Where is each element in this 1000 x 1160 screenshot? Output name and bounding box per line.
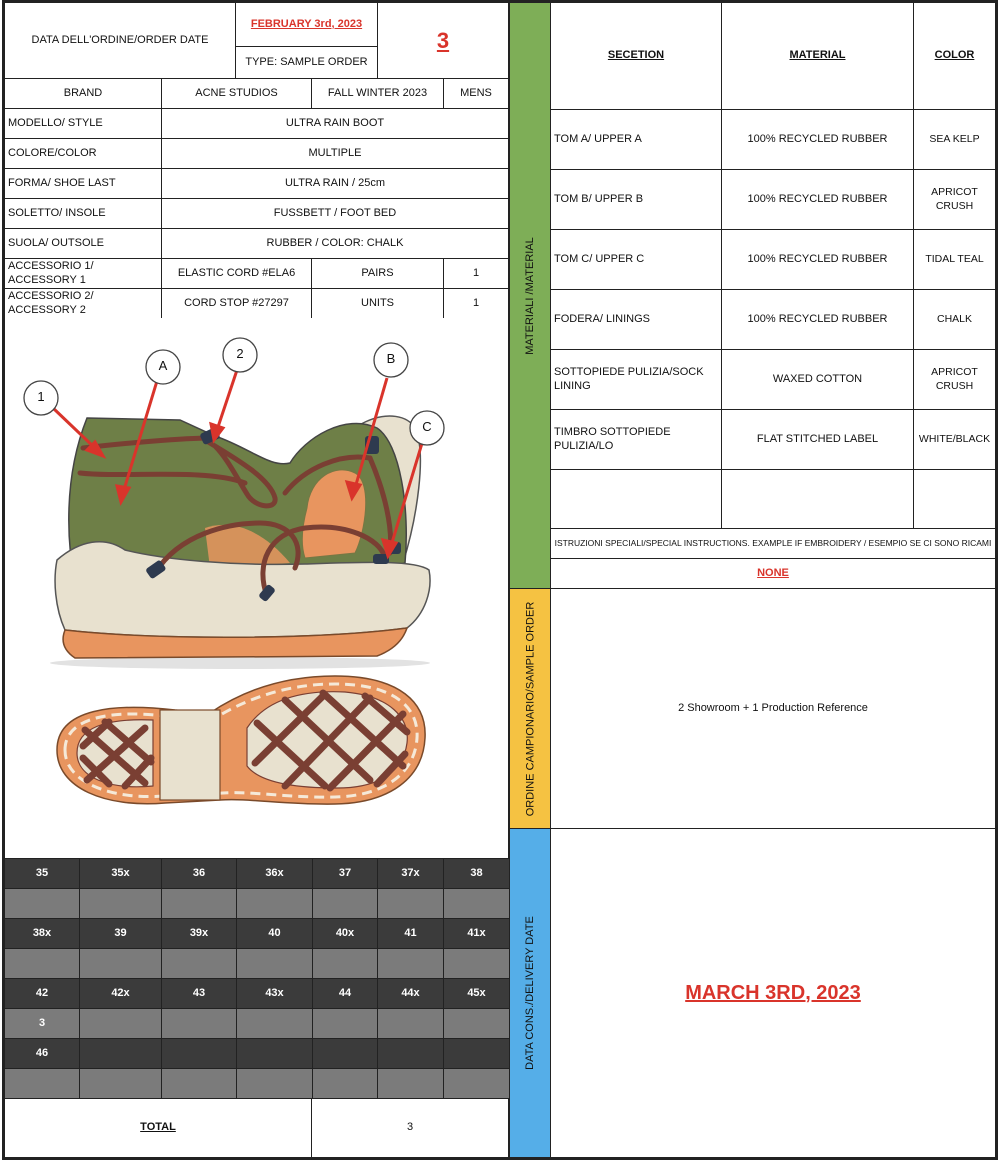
order-number: 3 xyxy=(377,2,509,79)
size-qty-cell[interactable] xyxy=(312,1008,378,1039)
shoe-illustration-panel xyxy=(4,318,509,859)
size-label-cell xyxy=(79,1038,162,1069)
special-instructions-label: ISTRUZIONI SPECIALI/SPECIAL INSTRUCTIONS. EXAMPLE IF EMBROIDERY / ESEMPIO SE CI SONO RICAMI xyxy=(550,528,996,559)
size-qty-cell[interactable] xyxy=(443,948,510,979)
spec-value-outsole: RUBBER / COLOR: CHALK xyxy=(161,228,509,259)
spec-label-last: FORMA/ SHOE LAST xyxy=(4,168,162,199)
spec-value-last: ULTRA RAIN / 25cm xyxy=(161,168,509,199)
accessory-2-label: ACCESSORIO 2/ ACCESSORY 2 xyxy=(4,288,162,319)
delivery-date-value: MARCH 3RD, 2023 xyxy=(550,828,996,1158)
material-row-section: FODERA/ LININGS xyxy=(550,289,722,350)
size-qty-cell[interactable] xyxy=(79,1008,162,1039)
size-label-cell xyxy=(161,1038,237,1069)
material-row-material: 100% RECYCLED RUBBER xyxy=(721,289,914,350)
accessory-1-value: ELASTIC CORD #ELA6 xyxy=(161,258,312,289)
size-qty-cell[interactable] xyxy=(161,888,237,919)
material-row-section: SOTTOPIEDE PULIZIA/SOCK LINING xyxy=(550,349,722,410)
size-qty-cell[interactable] xyxy=(79,888,162,919)
size-label-cell: 35x xyxy=(79,858,162,889)
size-qty-cell[interactable] xyxy=(161,1008,237,1039)
size-qty-cell[interactable] xyxy=(4,888,80,919)
order-type: TYPE: SAMPLE ORDER xyxy=(235,46,378,79)
sample-order-text: 2 Showroom + 1 Production Reference xyxy=(550,588,996,829)
size-label-cell: 41x xyxy=(443,918,510,949)
material-row-color: APRICOT CRUSH xyxy=(913,169,996,230)
material-row-material xyxy=(721,469,914,530)
size-qty-cell[interactable] xyxy=(236,948,313,979)
size-label-cell: 46 xyxy=(4,1038,80,1069)
size-qty-cell[interactable] xyxy=(161,948,237,979)
material-row-section xyxy=(550,469,722,530)
brand-label: BRAND xyxy=(4,78,162,109)
material-row-section: TOM C/ UPPER C xyxy=(550,229,722,290)
spec-label-color: COLORE/COLOR xyxy=(4,138,162,169)
material-row-color: TIDAL TEAL xyxy=(913,229,996,290)
accessory-1-label: ACCESSORIO 1/ ACCESSORY 1 xyxy=(4,258,162,289)
sample-order-band-label: ORDINE CAMPIONARIO/SAMPLE ORDER xyxy=(524,601,537,816)
spec-value-color: MULTIPLE xyxy=(161,138,509,169)
size-qty-cell[interactable] xyxy=(377,888,444,919)
size-label-cell: 40 xyxy=(236,918,313,949)
accessory-2-value: CORD STOP #27297 xyxy=(161,288,312,319)
material-row-color: SEA KELP xyxy=(913,109,996,170)
size-qty-cell[interactable] xyxy=(377,948,444,979)
material-row-material: 100% RECYCLED RUBBER xyxy=(721,229,914,290)
size-label-cell: 42 xyxy=(4,978,80,1009)
spec-label-style: MODELLO/ STYLE xyxy=(4,108,162,139)
callout-label-c: C xyxy=(422,419,432,434)
size-label-cell: 36 xyxy=(161,858,237,889)
sample-order-band xyxy=(509,588,551,829)
callout-label-2: 2 xyxy=(236,346,244,361)
size-qty-cell[interactable] xyxy=(161,1068,237,1099)
material-row-material: 100% RECYCLED RUBBER xyxy=(721,109,914,170)
size-qty-cell[interactable] xyxy=(236,1068,313,1099)
size-label-cell: 44x xyxy=(377,978,444,1009)
material-row-material: FLAT STITCHED LABEL xyxy=(721,409,914,470)
size-qty-cell[interactable] xyxy=(443,1068,510,1099)
size-qty-cell[interactable]: 3 xyxy=(4,1008,80,1039)
size-grid xyxy=(4,858,509,1099)
size-label-cell: 38x xyxy=(4,918,80,949)
size-qty-cell[interactable] xyxy=(312,1068,378,1099)
accessory-1-qty: 1 xyxy=(443,258,509,289)
size-qty-cell[interactable] xyxy=(79,948,162,979)
size-label-cell: 40x xyxy=(312,918,378,949)
callout-label-1: 1 xyxy=(37,389,45,404)
size-qty-cell[interactable] xyxy=(443,1008,510,1039)
material-row-material: 100% RECYCLED RUBBER xyxy=(721,169,914,230)
size-label-cell: 39x xyxy=(161,918,237,949)
material-row-color: CHALK xyxy=(913,289,996,350)
order-date-value: FEBRUARY 3rd, 2023 xyxy=(235,2,378,47)
special-instructions-value: NONE xyxy=(550,558,996,589)
size-label-cell xyxy=(377,1038,444,1069)
materials-header-color: COLOR xyxy=(913,2,996,110)
materials-header-material: MATERIAL xyxy=(721,2,914,110)
total-label: TOTAL xyxy=(4,1098,312,1158)
spec-label-outsole: SUOLA/ OUTSOLE xyxy=(4,228,162,259)
accessory-2-qty: 1 xyxy=(443,288,509,319)
size-label-cell: 45x xyxy=(443,978,510,1009)
size-label-cell xyxy=(236,1038,313,1069)
material-row-section: TOM A/ UPPER A xyxy=(550,109,722,170)
spec-label-insole: SOLETTO/ INSOLE xyxy=(4,198,162,229)
size-label-cell: 41 xyxy=(377,918,444,949)
size-label-cell: 37 xyxy=(312,858,378,889)
size-qty-cell[interactable] xyxy=(312,948,378,979)
total-value: 3 xyxy=(311,1098,509,1158)
size-qty-cell[interactable] xyxy=(377,1068,444,1099)
callout-label-b: B xyxy=(386,351,396,366)
size-qty-cell[interactable] xyxy=(443,888,510,919)
material-row-section: TIMBRO SOTTOPIEDE PULIZIA/LO xyxy=(550,409,722,470)
spec-value-insole: FUSSBETT / FOOT BED xyxy=(161,198,509,229)
gender-value: MENS xyxy=(443,78,509,109)
size-label-cell: 39 xyxy=(79,918,162,949)
size-label-cell: 37x xyxy=(377,858,444,889)
size-label-cell: 43x xyxy=(236,978,313,1009)
delivery-date-band-label: DATA CONS./DELIVERY DATE xyxy=(524,916,537,1070)
size-qty-cell[interactable] xyxy=(4,1068,80,1099)
accessory-2-qty-label: UNITS xyxy=(311,288,444,319)
size-label-cell: 44 xyxy=(312,978,378,1009)
material-band-label: MATERIALI /MATERIAL xyxy=(524,236,536,355)
material-row-color: APRICOT CRUSH xyxy=(913,349,996,410)
size-label-cell: 36x xyxy=(236,858,313,889)
delivery-date-band xyxy=(509,828,551,1158)
material-row-color xyxy=(913,469,996,530)
size-qty-cell[interactable] xyxy=(4,948,80,979)
size-qty-cell[interactable] xyxy=(79,1068,162,1099)
callout-label-a: A xyxy=(158,358,168,373)
size-label-cell: 43 xyxy=(161,978,237,1009)
season-value: FALL WINTER 2023 xyxy=(311,78,444,109)
accessory-1-qty-label: PAIRS xyxy=(311,258,444,289)
size-label-cell xyxy=(443,1038,510,1069)
size-qty-cell[interactable] xyxy=(377,1008,444,1039)
spec-value-style: ULTRA RAIN BOOT xyxy=(161,108,509,139)
material-row-material: WAXED COTTON xyxy=(721,349,914,410)
material-band xyxy=(509,2,551,589)
size-label-cell: 38 xyxy=(443,858,510,889)
size-label-cell: 42x xyxy=(79,978,162,1009)
size-qty-cell[interactable] xyxy=(236,1008,313,1039)
material-row-color: WHITE/BLACK xyxy=(913,409,996,470)
size-label-cell xyxy=(312,1038,378,1069)
materials-header-section: SECETION xyxy=(550,2,722,110)
size-qty-cell[interactable] xyxy=(312,888,378,919)
brand-value: ACNE STUDIOS xyxy=(161,78,312,109)
order-date-label: DATA DELL'ORDINE/ORDER DATE xyxy=(4,2,236,79)
size-label-cell: 35 xyxy=(4,858,80,889)
material-row-section: TOM B/ UPPER B xyxy=(550,169,722,230)
boot-illustration xyxy=(5,318,510,859)
size-qty-cell[interactable] xyxy=(236,888,313,919)
